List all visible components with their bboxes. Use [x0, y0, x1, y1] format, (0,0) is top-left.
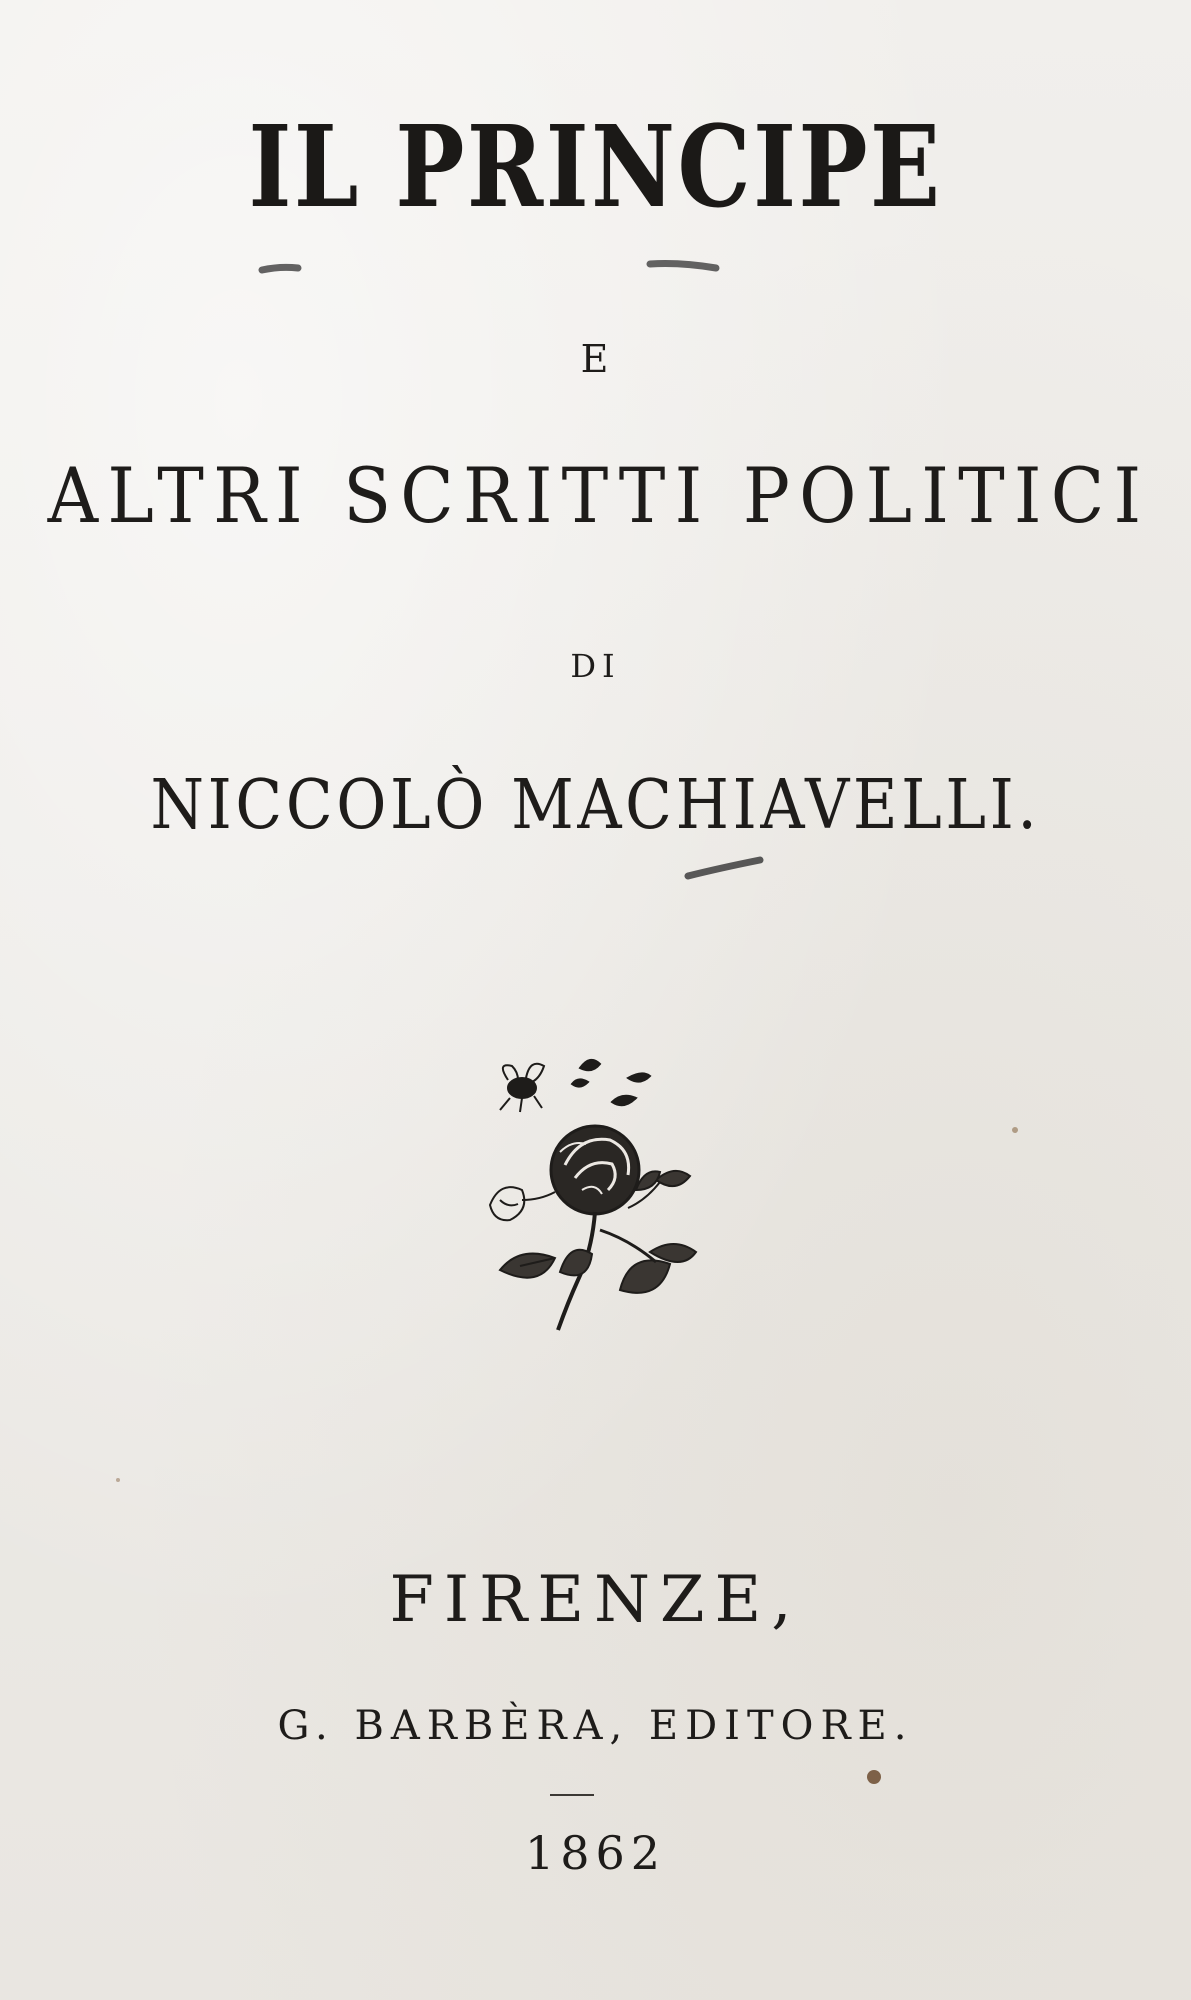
publisher-name: G. BARBÈRA, EDITORE.: [277, 1703, 914, 1749]
bee-icon: [500, 1064, 544, 1112]
pencil-mark: [262, 267, 298, 270]
title-conjunction: E: [580, 337, 611, 381]
author-preposition: DI: [570, 647, 621, 685]
rose-ornament-icon: [460, 1040, 730, 1340]
foxing-spot: [867, 1770, 881, 1784]
leaf-icon: [572, 1060, 650, 1105]
publication-city: FIRENZE,: [389, 1563, 802, 1637]
foxing-spot: [116, 1478, 120, 1482]
publication-year: 1862: [524, 1826, 667, 1880]
book-title: IL PRINCIPE: [248, 102, 943, 233]
bud-icon: [490, 1187, 555, 1220]
author-name: NICCOLÒ MACHIAVELLI.: [150, 766, 1041, 845]
foxing-spot: [1012, 1127, 1018, 1133]
pencil-mark: [688, 860, 760, 876]
pencil-mark: [650, 264, 716, 269]
divider-rule: [550, 1794, 594, 1796]
rose-icon: [551, 1126, 639, 1214]
book-subtitle: ALTRI SCRITTI POLITICI: [47, 451, 1151, 540]
